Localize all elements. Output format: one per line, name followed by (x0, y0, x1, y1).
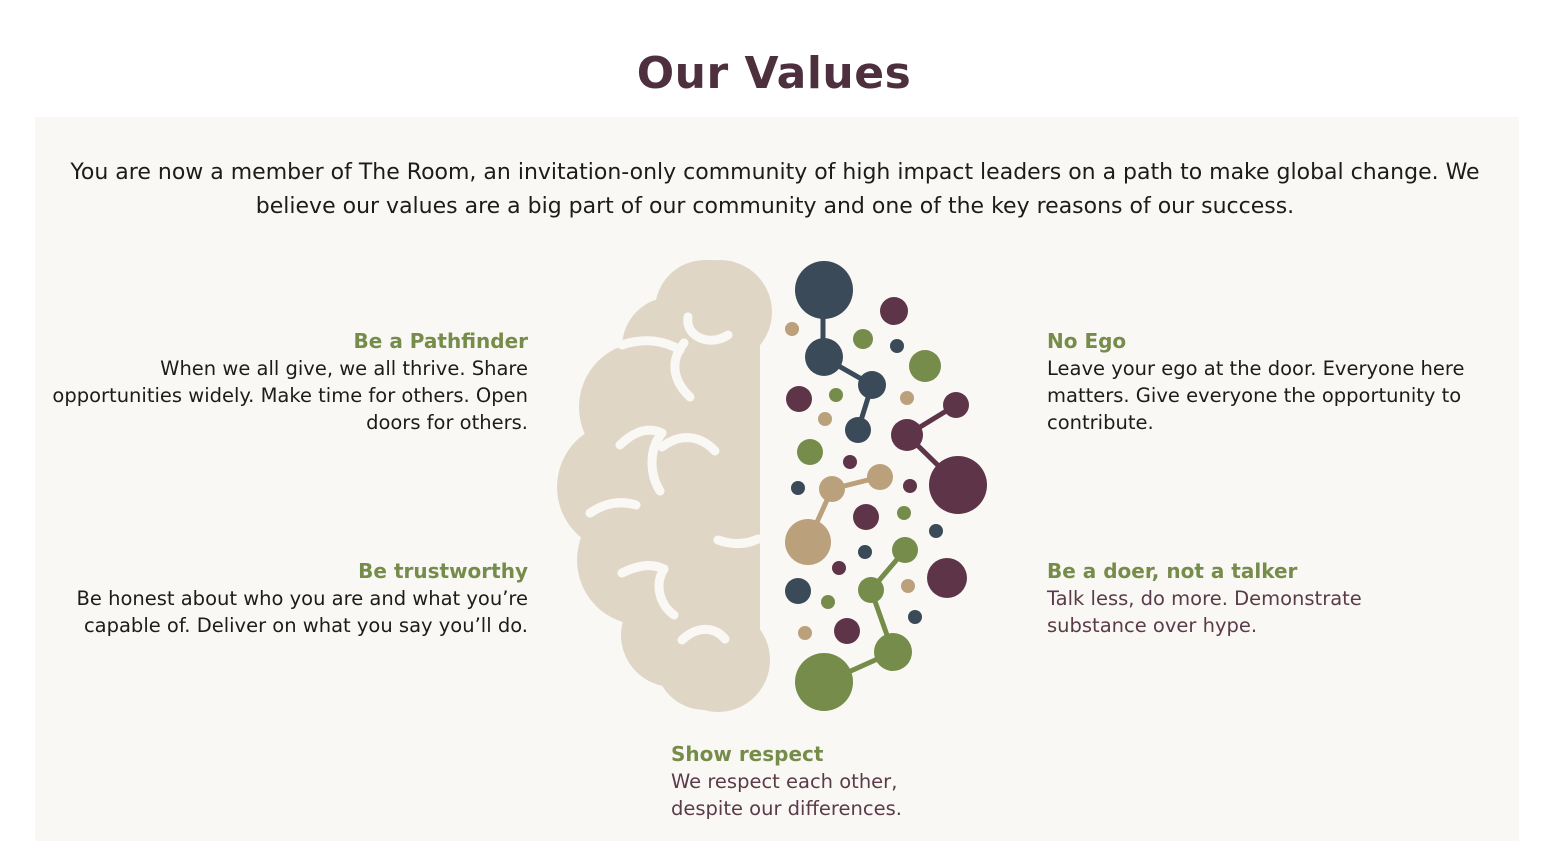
brain-left-hemisphere (557, 260, 772, 712)
value-description: Be honest about who you are and what you’re capable of. Deliver on what you say you’ll do. (76, 587, 528, 637)
value-be-a-doer (1047, 558, 1427, 639)
value-description: Talk less, do more. Demonstrate substance over hype. (1047, 587, 1362, 637)
value-title: Be a doer, not a talker (1047, 559, 1298, 583)
value-description: When we all give, we all thrive. Share opportunities widely. Make time for others. Open doors for others. (52, 357, 528, 434)
value-description: We respect each other, despite our differences. (671, 770, 902, 820)
value-be-a-pathfinder (45, 328, 528, 436)
value-title: Be a Pathfinder (353, 329, 528, 353)
value-show-respect (671, 741, 961, 822)
value-no-ego (1047, 328, 1477, 436)
value-be-trustworthy (75, 558, 528, 639)
page-title: Our Values (636, 48, 912, 99)
value-title: Show respect (671, 742, 824, 766)
value-title: No Ego (1047, 329, 1127, 353)
intro-text: You are now a member of The Room, an invitation-only community of high impact leaders on a path to make global change. We believe our values are a big part of our community and one of the key reasons of our success. (70, 160, 1480, 219)
value-description: Leave your ego at the door. Everyone here matters. Give everyone the opportunity to contribute. (1047, 357, 1465, 434)
value-title: Be trustworthy (358, 559, 528, 583)
brain-network-icon (550, 255, 990, 715)
network-nodes (785, 261, 987, 711)
